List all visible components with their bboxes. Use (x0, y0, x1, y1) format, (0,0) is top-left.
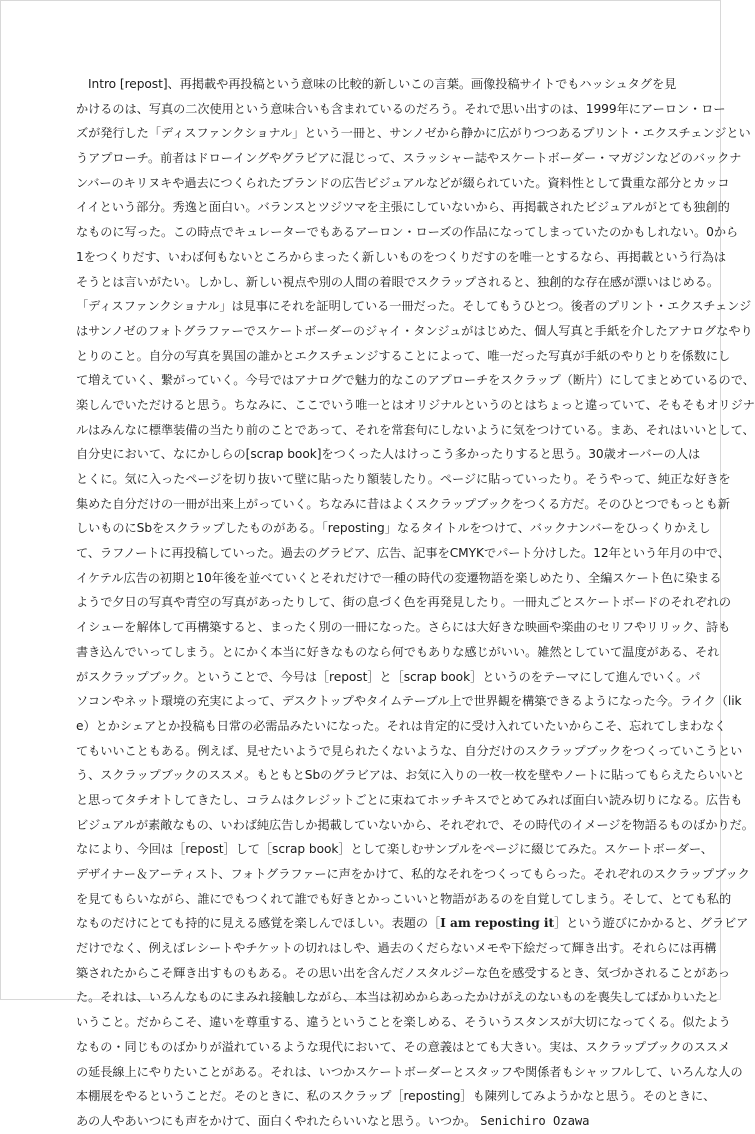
essay-line (76, 1035, 731, 1060)
essay-line-tail: ］という遊びにかかると、グラビア (554, 916, 749, 931)
essay-line-text: しいものにSbをスクラップしたものがある。「reposting」なるタイトルをつけて、バックナンバーをひっくりかえし (76, 521, 711, 536)
bold-phrase: I am reposting it (440, 916, 555, 931)
essay-body (76, 72, 755, 1134)
essay-line-text: 1をつくりだす、いわば何もないところからまったく新しいものをつくりだすのを唯一とするなら、再掲載という行為は (76, 249, 727, 264)
essay-line-text: ズが発行した「ディスファンクショナル」という一冊と、サンノゼから静かに広がりつつあるプリント・エクスチェンジとい (76, 126, 751, 141)
essay-line-text: とくに。気に入ったページを切り抜いて壁に貼ったり額装したり。ページに貼っていったり。そうやって、純正な好きを (76, 472, 731, 486)
essay-line (76, 442, 701, 467)
essay-line (76, 985, 720, 1010)
essay-line-text: 本棚展をやるということだ。そのときに、私のスクラップ［reposting］も陳列してみようかなと思う。そのときに、 (76, 1089, 716, 1104)
essay-line (76, 245, 727, 270)
essay-line-text: て、ラフノートに再投稿していった。過去のグラビア、広告、記事をCMYKでパート分けした。12年という年月の中で、 (76, 546, 730, 561)
essay-line (76, 97, 726, 122)
essay-line (76, 1109, 658, 1134)
essay-line-text: ルはみんなに標準装備の当たり前のことであって、それを常套句にしないように気をつけている。まあ、それはいいとして、 (76, 422, 755, 437)
essay-line (76, 467, 731, 492)
essay-line (76, 689, 742, 714)
essay-line-text: う、スクラップブックのススメ。もともとSbのグラビアは、お気に入りの一枚一枚を壁やノートに貼ってもらえたらいいと (76, 768, 745, 783)
essay-line-text: イケテル広告の初期と10年後を並べていくとそれだけで一種の時代の変遷物語を楽しめたり、全編スケート色に染まる (76, 570, 722, 585)
essay-line (76, 936, 717, 961)
essay-line (76, 270, 720, 295)
essay-line (76, 887, 732, 912)
essay-line (76, 1084, 716, 1109)
essay-line-text: デザイナー＆アーティスト、フォトグラファーに声をかけて、私的なそれをつくってもらった。それぞれのスクラップブック (76, 867, 750, 881)
essay-line (76, 393, 755, 418)
essay-line (76, 344, 731, 369)
essay-line (76, 171, 730, 196)
essay-line (76, 418, 755, 443)
essay-line-text: てもいいこともある。例えば、見せたいようで見られたくないような、自分だけのスクラップブックをつくっていこうとい (76, 743, 743, 758)
essay-line-text: いうこと。だからこそ、違いを尊重する、違うということを楽しめる、そういうスタンスが大切になってくる。似たよう (76, 1015, 731, 1030)
essay-line-text: とりのこと。自分の写真を異国の誰かとエクスチェンジすることによって、唯一だった写真が手紙のやりとりを係数にし (76, 348, 731, 363)
essay-line (76, 813, 754, 838)
essay-line-text: 楽しんでいただけると思う。ちなみに、ここでいう唯一とはオリジナルというのとはちょっと違っていて、そもそもオリジナ (76, 397, 755, 412)
essay-line (76, 665, 701, 690)
essay-line-text: を見てもらいながら、誰にでもつくれて誰でも好きとかっこいいと物語があるのを自覚してしまう。そして、とても私的 (76, 891, 732, 906)
essay-line-text: なものだけにとても持的に見える感覚を楽しんでほしい。表題の［ (76, 916, 441, 931)
essay-line-text: 「ディスファンクショナル」は見事にそれを証明している一冊だった。そしてもうひとつ。後者のプリント・エクスチェンジ (76, 299, 752, 314)
essay-line (76, 739, 743, 764)
essay-line (76, 319, 753, 344)
essay-line (76, 72, 677, 97)
essay-line-text: なにより、今回は［repost］して［scrap book］として楽しむサンプルをページに綴じてみた。スケートボーダー、 (76, 842, 713, 857)
essay-line (76, 195, 730, 220)
essay-line-text: ビジュアルが素敵なもの、いわば純広告しか掲載していないから、それぞれで、その時代のイメージを物語るものばかりだ。 (76, 817, 754, 832)
essay-line-text: Intro [repost]、再掲載や再投稿という意味の比較的新しいこの言葉。画像投稿サイトでもハッシュタグを見 (88, 77, 677, 91)
essay-line-text: て増えていく、繋がっていく。今号ではアナログで魅力的なこのアプローチをスクラップ（断片）にしてまとめているので、 (76, 373, 755, 388)
essay-line-text: 築されたからこそ輝き出すものもある。その思い出を含んだノスタルジーな色を感受するとき、気づかされることがあっ (76, 965, 731, 980)
essay-line-text: イシューを解体して再構築すると、まったく別の一冊になった。さらには大好きな映画や楽曲のセリフやリリック、詩も (76, 620, 731, 635)
essay-line-text: 書き込んでいってしまう。とにかく本当に好きなものなら何でもありな感じがいい。雑然としていて温度がある、それ (76, 644, 720, 659)
essay-line-text: ソコンやネット環境の充実によって、デスクトップやタイムテーブル上で世界観を構築できるようになった今。ライク（lik (76, 694, 742, 709)
essay-line (76, 1010, 731, 1035)
essay-line (76, 714, 727, 739)
essay-line-text: うアプローチ。前者はドローイングやグラビアに混じって、スラッシャー誌やスケートボーダー・マガジンなどのバックナ (76, 151, 742, 166)
essay-line (76, 640, 720, 665)
essay-line (76, 837, 713, 862)
essay-line-text: がスクラップブック。ということで、今号は［repost］と［scrap book］というのをテーマにして進んでいく。パ (76, 669, 701, 684)
essay-line (76, 911, 749, 936)
essay-line-text: の延長線上にやりたいことがある。それは、いつかスケートボーダーとスタッフや関係者もシャッフルして、いろんな人の (76, 1064, 743, 1079)
essay-line-text: なものに写った。この時点でキュレーターでもあるアーロン・ローズの作品になってしまっていたのかもしれない。0から (76, 225, 739, 240)
essay-line (76, 492, 730, 517)
essay-line-text: 集めた自分だけの一冊が出来上がっていく。ちなみに昔はよくスクラップブックをつくる方だ。そのひとつでもっとも新 (76, 496, 730, 511)
essay-line (76, 590, 732, 615)
essay-line-text: イイという部分。秀逸と面白い。バランスとツジツマを主張にしていないから、再掲載されたビジュアルがとても独創的 (76, 200, 730, 215)
essay-line (76, 763, 745, 788)
essay-line (76, 615, 731, 640)
essay-line-text: そうとは言いがたい。しかし、新しい視点や別の人間の着眼でスクラップされると、独創的な存在感が漂いはじめる。 (76, 274, 720, 289)
essay-line-text: 自分史において、なにかしらの[scrap book]をつくった人はけっこう多かったりすると思う。30歳オーバーの人は (76, 447, 701, 462)
essay-line (76, 220, 739, 245)
essay-line (76, 368, 755, 393)
essay-line (76, 566, 722, 591)
essay-line (76, 1060, 743, 1085)
essay-line (76, 121, 751, 146)
essay-line-text: なもの・同じものばかりが溢れているような現代において、その意義はとても大きい。実は、スクラップブックのススメ (76, 1039, 731, 1054)
essay-line-text: だけでなく、例えばレシートやチケットの切れはしや、過去のくだらないメモや下絵だって輝き出す。それらには再構 (76, 941, 717, 956)
essay-line (76, 541, 730, 566)
essay-line-text: e）とかシェアとか投稿も日常の必需品みたいになった。それは肯定的に受け入れていたいからこそ、忘れてしまわなく (76, 718, 727, 733)
essay-line (76, 146, 742, 171)
essay-line-text: かけるのは、写真の二次使用という意味合いも含まれているのだろう。それで思い出すのは、1999年にアーロン・ロー (76, 101, 726, 116)
essay-line-text: ようで夕日の写真や青空の写真があったりして、街の息づく色を再発見したり。一冊丸ごとスケートボードのそれぞれの (76, 595, 732, 610)
essay-line (76, 294, 752, 319)
essay-line-text: と思ってタチオトしてきたし、コラムはクレジットごとに束ねてホッチキスでとめてみれば面白い読み切りになる。広告も (76, 792, 743, 807)
essay-line (76, 961, 731, 986)
essay-line-text: あの人やあいつにも声をかけて、面白くやれたらいいなと思う。いつか。 (76, 1113, 477, 1128)
essay-line-text: ンバーのキリヌキや過去につくられたブランドの広告ビジュアルなどが綴られていた。資料性として貴重な部分とカッコ (76, 175, 730, 190)
essay-line (76, 516, 711, 541)
essay-line-text: はサンノゼのフォトグラファーでスケートボーダーのジャイ・タンジュがはじめた、個人写真と手紙を介したアナログなやり (76, 323, 753, 338)
essay-line (76, 862, 750, 887)
essay-line-text: た。それは、いろんなものにまみれ接触しながら、本当は初めからあったかけがえのないものを喪失してばかりいたと (76, 990, 720, 1005)
author-signature: Senichiro Ozawa (480, 1113, 590, 1128)
essay-line (76, 788, 743, 813)
